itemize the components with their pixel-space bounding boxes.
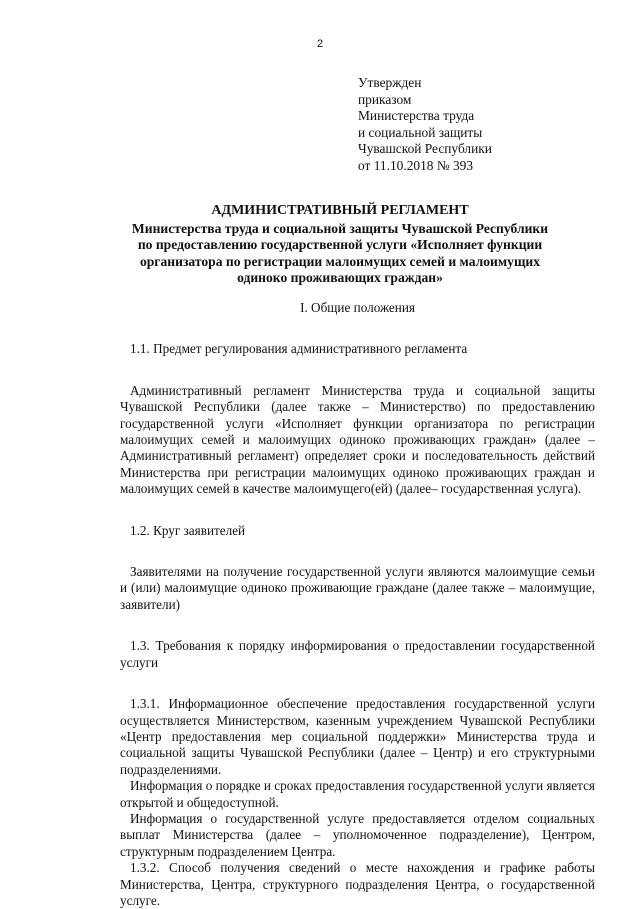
page-number: 2 bbox=[316, 38, 324, 50]
section-heading: I. Общие положения bbox=[300, 300, 415, 315]
approval-line: Чувашской Республики bbox=[358, 141, 492, 157]
title-main: АДМИНИСТРАТИВНЫЙ РЕГЛАМЕНТ bbox=[211, 203, 469, 218]
title-line: Министерства труда и социальной защиты Чувашской Республики bbox=[131, 220, 549, 236]
approval-line: приказом bbox=[358, 91, 412, 107]
paragraph: Заявителями на получение государственной услуги являются малоимущие семьи и (или) малоимущие одиноко проживающие граждане (далее также – малоимущие, заявители) bbox=[120, 564, 595, 612]
approval-block bbox=[358, 75, 492, 175]
document-title bbox=[90, 203, 590, 287]
title-line: одиноко проживающих граждан» bbox=[237, 270, 443, 286]
paragraph: 1.3.2. Способ получения сведений о месте нахождения и графике работы Министерства, Центра, структурного подразделения Центра, о государственной услуге. bbox=[120, 860, 595, 908]
subsection-heading: 1.1. Предмет регулирования административного регламента bbox=[130, 341, 468, 357]
document-body bbox=[120, 300, 595, 909]
approval-line: и социальной защиты bbox=[358, 124, 483, 140]
title-line: по предоставлению государственной услуги «Исполняет функции bbox=[137, 237, 543, 253]
paragraph: Информация о государственной услуге предоставляется отделом социальных выплат Министерства (далее – уполномоченное подразделение), Центром, структурным подразделением Центра. bbox=[120, 810, 595, 859]
paragraph: Информация о порядке и сроках предоставления государственной услуги является открытой и общедоступной. bbox=[120, 778, 595, 810]
subsection-heading: 1.2. Круг заявителей bbox=[130, 522, 246, 538]
paragraph: Административный регламент Министерства труда и социальной защиты Чувашской Республики (далее также – Министерство) по предоставлению государственной услуги «Исполняет функции организатора по регистрации малоимущих семей и малоимущих одиноко проживающих граждан» (далее – Административный регламент) определяет сроки и последовательность действий Министерства при регистрации малоимущих одиноко проживающих граждан и малоимущих семей в качестве малоимущего(ей) (далее– государственная услуга). bbox=[120, 382, 595, 497]
title-line: организатора по регистрации малоимущих семей и малоимущих bbox=[139, 253, 541, 269]
approval-line: от 11.10.2018 № 393 bbox=[358, 157, 474, 173]
approval-line: Министерства труда bbox=[358, 108, 475, 124]
approval-line: Утвержден bbox=[358, 75, 422, 90]
subsection-heading: 1.3. Требования к порядку информирования о предоставлении государственной услуги bbox=[120, 638, 595, 670]
paragraph: 1.3.1. Информационное обеспечение предоставления государственной услуги осуществляется Министерством, казенным учреждением Чувашской Республики «Центр предоставления мер социальной поддержки» Министерства труда и социальной защиты Чувашской Республики (далее – Центр) и его структурными подразделениями. bbox=[120, 696, 595, 777]
